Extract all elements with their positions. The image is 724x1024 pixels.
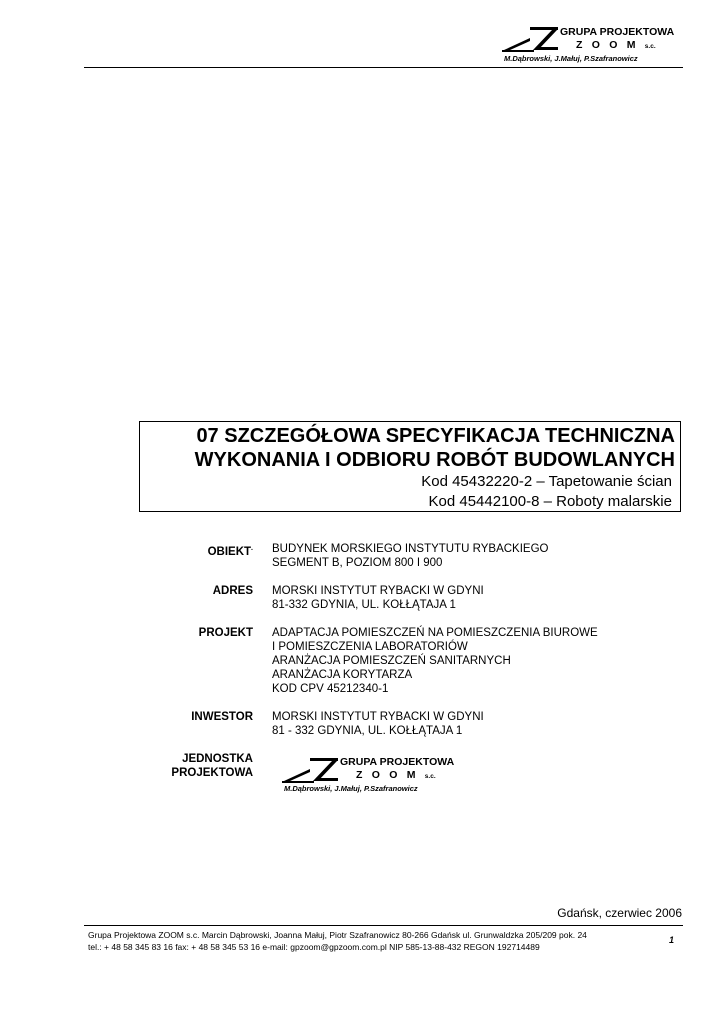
logo-line-1: GRUPA PROJEKTOWA <box>340 756 455 768</box>
projekt-label: PROJEKT <box>198 627 253 639</box>
logo-line-3: M.Dąbrowski, J.Małuj, P.Szafranowicz <box>284 784 418 793</box>
adres-line-2: 81-332 GDYNIA, UL. KOŁŁĄTAJA 1 <box>272 599 456 611</box>
document-title-box <box>139 421 681 512</box>
logo-line-2: Z O O M s.c. <box>356 769 436 781</box>
logo-line-3: M.Dąbrowski, J.Małuj, P.Szafranowicz <box>504 54 638 63</box>
footer-divider <box>84 925 683 926</box>
zoom-logo-mark-icon <box>500 24 560 54</box>
page-number: 1 <box>668 935 674 945</box>
jednostka-label-line-2: PROJEKTOWA <box>171 767 253 779</box>
adres-label: ADRES <box>212 585 253 597</box>
obiekt-line-1: BUDYNEK MORSKIEGO INSTYTUTU RYBACKIEGO <box>272 543 549 555</box>
header-company-logo <box>500 24 690 68</box>
footer-line-2: tel.: + 48 58 345 83 16 fax: + 48 58 345 53 16 e-mail: gpzoom@gpzoom.com.pl NIP 585-13-88-432 REGON 192714489 <box>88 942 540 952</box>
body-company-logo <box>280 755 470 799</box>
projekt-line-5: KOD CPV 45212340-1 <box>272 683 389 695</box>
inwestor-line-2: 81 - 332 GDYNIA, UL. KOŁŁĄTAJA 1 <box>272 725 463 737</box>
document-date: Gdańsk, czerwiec 2006 <box>557 906 682 920</box>
obiekt-label: OBIEKT. <box>207 545 253 558</box>
title-line-1: 07 SZCZEGÓŁOWA SPECYFIKACJA TECHNICZNA <box>196 425 675 447</box>
projekt-line-4: ARANŻACJA KORYTARZA <box>272 669 413 681</box>
projekt-line-1: ADAPTACJA POMIESZCZEŃ NA POMIESZCZENIA BIUROWE <box>272 627 598 639</box>
inwestor-line-1: MORSKI INSTYTUT RYBACKI W GDYNI <box>272 711 484 723</box>
adres-line-1: MORSKI INSTYTUT RYBACKI W GDYNI <box>272 585 484 597</box>
title-line-2: WYKONANIA I ODBIORU ROBÓT BUDOWLANYCH <box>194 449 675 471</box>
title-code-1: Kod 45432220-2 – Tapetowanie ścian <box>421 473 672 490</box>
logo-line-1: GRUPA PROJEKTOWA <box>560 26 675 38</box>
title-code-2: Kod 45442100-8 – Roboty malarskie <box>428 493 672 510</box>
logo-line-2: Z O O M s.c. <box>576 39 656 51</box>
projekt-line-2: I POMIESZCZENIA LABORATORIÓW <box>272 641 468 653</box>
projekt-line-3: ARANŻACJA POMIESZCZEŃ SANITARNYCH <box>272 655 511 667</box>
zoom-logo-mark-icon <box>280 755 340 785</box>
header-divider <box>84 67 683 68</box>
footer-line-1: Grupa Projektowa ZOOM s.c. Marcin Dąbrowski, Joanna Małuj, Piotr Szafranowicz 80-266 Gdańsk ul. Grunwaldzka 205/209 pok. 24 <box>88 930 587 940</box>
jednostka-label-line-1: JEDNOSTKA <box>182 753 253 765</box>
inwestor-label: INWESTOR <box>191 711 253 723</box>
obiekt-line-2: SEGMENT B, POZIOM 800 I 900 <box>272 557 443 569</box>
